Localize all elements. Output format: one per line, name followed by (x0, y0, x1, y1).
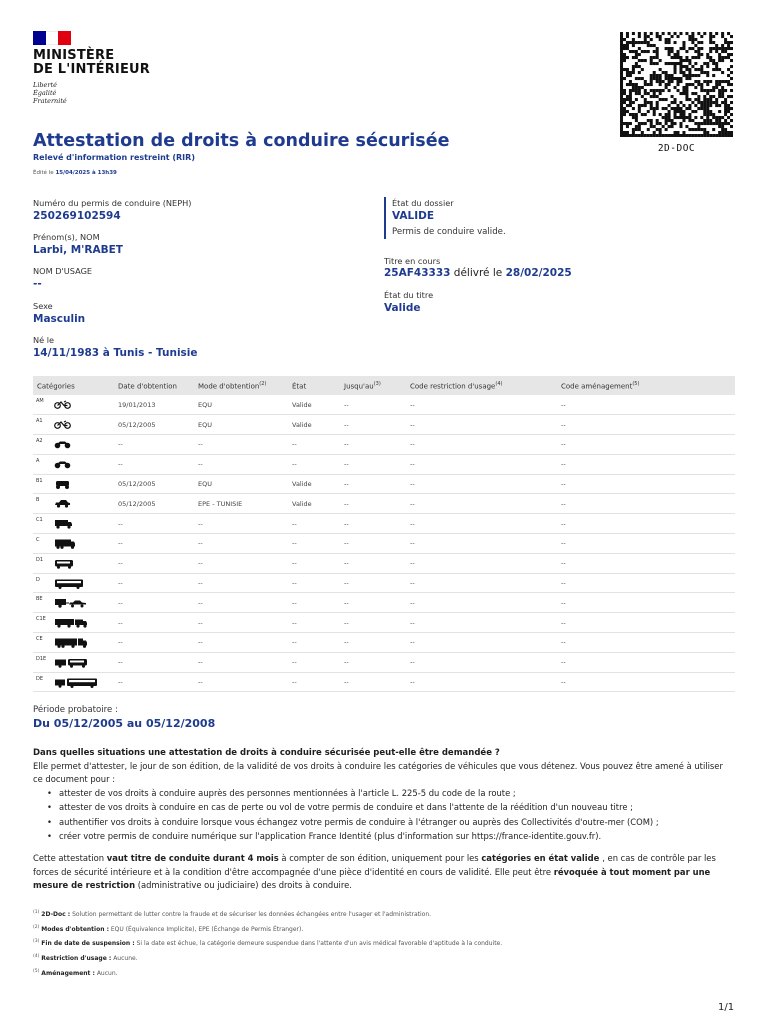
obtention-date-cell: -- (114, 613, 194, 633)
obtention-mode-cell: EQU (194, 395, 288, 415)
list-item: • créer votre permis de conduire numérique sur l'application France Identité (plus d'information sur https://france-identite.gouv.fr). (59, 829, 749, 843)
minibus-icon (54, 559, 74, 571)
table-row (33, 534, 735, 554)
jusqu-cell: -- (340, 672, 406, 692)
table-row (33, 435, 735, 455)
obtention-date-cell: -- (114, 514, 194, 534)
moped-icon (54, 400, 71, 411)
amenagement-cell: -- (557, 435, 735, 455)
jusqu-cell: -- (340, 435, 406, 455)
footnote-2: $^{(2)}$ Modes d'obtention : EQU (Équivalence Implicite), EPE (Échange de Permis Étranger). (33, 925, 304, 933)
category-code: B1 (36, 477, 43, 484)
jusqu-cell: -- (340, 553, 406, 573)
republic-motto (33, 81, 67, 105)
col-jusqu: $Jusqu'au^{(3)}$ (340, 376, 406, 395)
restriction-cell: -- (406, 553, 557, 573)
etat-cell: Valide (288, 415, 340, 435)
birth-label: Né le (33, 335, 55, 345)
list-item: • attester de vos droits à conduire en cas de perte ou vol de votre permis de conduire et dans l'attente de la réédition d'un nouveau titre ; (59, 800, 749, 814)
obtention-mode-cell: -- (194, 573, 288, 593)
restriction-cell: -- (406, 633, 557, 653)
category-code: D1 (36, 556, 44, 563)
table-row (33, 573, 735, 593)
name-value: Larbi, M'RABET (33, 244, 123, 256)
category-code: BE (36, 596, 43, 603)
obtention-mode-cell: -- (194, 454, 288, 474)
marianne-flag-logo (33, 31, 71, 45)
etat-cell: Valide (288, 395, 340, 415)
obtention-date-cell: 05/12/2005 (114, 415, 194, 435)
amenagement-cell: -- (557, 534, 735, 554)
jusqu-cell: -- (340, 494, 406, 514)
title-delivery-date: 28/02/2025 (505, 267, 572, 279)
etat-cell: -- (288, 514, 340, 534)
restriction-cell: -- (406, 435, 557, 455)
jusqu-cell: -- (340, 474, 406, 494)
amenagement-cell: -- (557, 454, 735, 474)
ministry-line-2: DE L'INTÉRIEUR (33, 62, 151, 77)
obtention-mode-cell: -- (194, 633, 288, 653)
col-categories: Catégories (33, 376, 114, 395)
categories-table (33, 376, 735, 692)
category-cell (33, 672, 114, 692)
amenagement-cell: -- (557, 593, 735, 613)
table-row (33, 395, 735, 415)
amenagement-cell: -- (557, 613, 735, 633)
etat-cell: -- (288, 553, 340, 573)
col-amenagement: Code aménagement$^{(5)}$ (557, 376, 735, 395)
amenagement-cell: -- (557, 494, 735, 514)
category-cell (33, 652, 114, 672)
motto-fraternite: Fraternité (33, 97, 67, 105)
obtention-mode-cell: EQU (194, 474, 288, 494)
obtention-mode-cell: -- (194, 652, 288, 672)
obtention-mode-cell: -- (194, 435, 288, 455)
obtention-date-cell: -- (114, 553, 194, 573)
edition-prefix: Édité le (33, 170, 54, 176)
obtention-date-cell: -- (114, 573, 194, 593)
moped-icon (54, 420, 71, 431)
obtention-mode-cell: -- (194, 514, 288, 534)
category-cell (33, 514, 114, 534)
sex-label: Sexe (33, 301, 53, 311)
table-row (33, 652, 735, 672)
light-truck-with-trailer-icon (54, 618, 88, 630)
category-code: A1 (36, 418, 43, 425)
obtention-mode-cell: -- (194, 534, 288, 554)
info-intro: Elle permet d'attester, le jour de son édition, de la validité de vos droits à conduire les catégories de véhicules que vous détenez. Vous pouvez être amené à utiliser ce document pour : (33, 761, 723, 784)
2d-doc-label: 2D-DOC (657, 143, 696, 154)
table-row (33, 415, 735, 435)
col-etat: État (288, 376, 340, 395)
usage-name-label: NOM D'USAGE (33, 266, 93, 276)
table-row (33, 613, 735, 633)
jusqu-cell: -- (340, 613, 406, 633)
category-cell (33, 415, 114, 435)
table-row (33, 553, 735, 573)
obtention-date-cell: -- (114, 652, 194, 672)
restriction-cell: -- (406, 652, 557, 672)
category-code: B (36, 497, 40, 504)
category-cell (33, 534, 114, 554)
restriction-cell: -- (406, 454, 557, 474)
validity-paragraph: Cette attestation vaut titre de conduite durant 4 mois à compter de son édition, uniquement pour les catégories en état valide , en cas de contrôle par les forces de sécurité intérieure et à la condition d'être accompagnée d'une pièce d'identité en cours de validité. Elle peut être révoquée à tout moment par une mesure de restriction (administrative ou judiciaire) des droits à conduire. (33, 853, 716, 890)
light-truck-icon (54, 519, 73, 531)
motto-egalite: Égalité (33, 89, 57, 97)
etat-cell: -- (288, 435, 340, 455)
restriction-cell: -- (406, 573, 557, 593)
category-code: A2 (36, 438, 43, 445)
obtention-mode-cell: -- (194, 613, 288, 633)
obtention-date-cell: -- (114, 633, 194, 653)
category-code: C1E (36, 616, 46, 623)
col-date: Date d'obtention (114, 376, 194, 395)
etat-cell: -- (288, 454, 340, 474)
category-cell (33, 593, 114, 613)
amenagement-cell: -- (557, 553, 735, 573)
obtention-date-cell: 05/12/2005 (114, 474, 194, 494)
category-code: C (36, 537, 40, 544)
obtention-date-cell: 05/12/2005 (114, 494, 194, 514)
jusqu-cell: -- (340, 514, 406, 534)
truck-icon (54, 539, 76, 551)
jusqu-cell: -- (340, 652, 406, 672)
jusqu-cell: -- (340, 395, 406, 415)
page-number: 1/1 (718, 1002, 735, 1013)
category-code: D1E (36, 655, 47, 662)
jusqu-cell: -- (340, 593, 406, 613)
table-header-row (33, 376, 735, 395)
car-icon (54, 499, 71, 510)
info-heading: Dans quelles situations une attestation de droits à conduire sécurisée peut-elle être demandée ? (33, 748, 500, 758)
category-code: AM (36, 398, 44, 404)
document-subtitle: Relevé d'information restreint (RIR) (33, 153, 195, 162)
table-row (33, 633, 735, 653)
usage-name-value: -- (33, 278, 42, 290)
title-number: 25AF43333 (384, 267, 451, 279)
restriction-cell: -- (406, 593, 557, 613)
amenagement-cell: -- (557, 633, 735, 653)
etat-cell: -- (288, 613, 340, 633)
obtention-date-cell: 19/01/2013 (114, 395, 194, 415)
category-cell (33, 613, 114, 633)
footnote-5: $^{(5)}$ Aménagement : Aucun. (33, 969, 118, 977)
category-cell (33, 494, 114, 514)
table-row (33, 514, 735, 534)
amenagement-cell: -- (557, 474, 735, 494)
jusqu-cell: -- (340, 454, 406, 474)
category-cell (33, 573, 114, 593)
restriction-cell: -- (406, 613, 557, 633)
ministry-line-1: MINISTÈRE (33, 48, 115, 63)
obtention-date-cell: -- (114, 672, 194, 692)
ministry-name (33, 49, 150, 77)
category-code: DE (36, 675, 44, 682)
category-code: C1 (36, 517, 43, 524)
title-status-value: Valide (384, 302, 421, 314)
title-delivered-text: délivré le (453, 267, 503, 279)
etat-cell: -- (288, 633, 340, 653)
category-cell (33, 633, 114, 653)
table-row (33, 672, 735, 692)
etat-cell: -- (288, 652, 340, 672)
table-row (33, 494, 735, 514)
dossier-status-label: État du dossier (392, 198, 454, 208)
obtention-mode-cell: -- (194, 553, 288, 573)
dossier-status-value: VALIDE (392, 210, 435, 222)
obtention-date-cell: -- (114, 534, 194, 554)
bus-with-trailer-icon (54, 678, 98, 690)
status-accent-bar (384, 197, 386, 239)
etat-cell: Valide (288, 494, 340, 514)
footnote-3: $^{(3)}$ Fin de date de suspension : Si la date est échue, la catégorie demeure suspendue dans l'attente d'un avis médical favorable d'aptitude à la conduite. (33, 939, 503, 947)
edition-date (33, 170, 117, 176)
edition-datetime: 15/04/2025 à 13h39 (55, 170, 117, 176)
category-cell (33, 553, 114, 573)
sex-value: Masculin (33, 313, 86, 325)
birth-value: 14/11/1983 à Tunis - Tunisie (33, 347, 198, 359)
category-code: D (36, 576, 40, 583)
restriction-cell: -- (406, 514, 557, 534)
obtention-date-cell: -- (114, 435, 194, 455)
current-title-value (384, 267, 572, 279)
obtention-mode-cell: EQU (194, 415, 288, 435)
jusqu-cell: -- (340, 534, 406, 554)
document-title: Attestation de droits à conduire sécurisée (33, 131, 450, 151)
etat-cell: Valide (288, 474, 340, 494)
neph-label: Numéro du permis de conduire (NEPH) (33, 198, 192, 208)
obtention-mode-cell: -- (194, 672, 288, 692)
amenagement-cell: -- (557, 573, 735, 593)
motto-liberte: Liberté (33, 81, 57, 89)
list-item: • attester de vos droits à conduire auprès des personnes mentionnées à l'article L. 225-5 du code de la route ; (59, 786, 749, 800)
dossier-status-description: Permis de conduire valide. (392, 227, 506, 237)
restriction-cell: -- (406, 415, 557, 435)
obtention-mode-cell: -- (194, 593, 288, 613)
2d-doc-barcode (620, 32, 733, 137)
name-label: Prénom(s), NOM (33, 232, 100, 242)
restriction-cell: -- (406, 672, 557, 692)
usage-list (59, 786, 749, 843)
neph-value: 250269102594 (33, 210, 121, 222)
footnote-1: $^{(1)}$ 2D-Doc : Solution permettant de lutter contre la fraude et de sécuriser les données échangées entre l'usager et l'administration. (33, 910, 432, 918)
truck-with-trailer-icon (54, 638, 88, 650)
table-row (33, 593, 735, 613)
category-code: A (36, 457, 40, 464)
amenagement-cell: -- (557, 514, 735, 534)
restriction-cell: -- (406, 395, 557, 415)
amenagement-cell: -- (557, 672, 735, 692)
amenagement-cell: -- (557, 395, 735, 415)
category-cell (33, 474, 114, 494)
obtention-date-cell: -- (114, 593, 194, 613)
jusqu-cell: -- (340, 573, 406, 593)
list-item: • authentifier vos droits à conduire lorsque vous échangez votre permis de conduire à l'étranger ou auprès des Collectivités d'outre-mer (COM) ; (59, 815, 749, 829)
etat-cell: -- (288, 573, 340, 593)
etat-cell: -- (288, 672, 340, 692)
jusqu-cell: -- (340, 415, 406, 435)
category-cell (33, 435, 114, 455)
amenagement-cell: -- (557, 652, 735, 672)
quadricycle-icon (54, 480, 71, 491)
minibus-with-trailer-icon (54, 658, 88, 670)
col-restriction: Code restriction d'usage$^{(4)}$ (406, 376, 557, 395)
footnote-4: $^{(4)}$ Restriction d'usage : Aucune. (33, 954, 138, 962)
motorcycle-icon (54, 440, 71, 451)
category-code: CE (36, 636, 43, 643)
jusqu-cell: -- (340, 633, 406, 653)
obtention-date-cell: -- (114, 454, 194, 474)
table-row (33, 454, 735, 474)
restriction-cell: -- (406, 494, 557, 514)
etat-cell: -- (288, 593, 340, 613)
restriction-cell: -- (406, 534, 557, 554)
title-status-label: État du titre (384, 290, 434, 300)
motorcycle-icon (54, 460, 71, 471)
amenagement-cell: -- (557, 415, 735, 435)
bus-icon (54, 579, 84, 591)
current-title-label: Titre en cours (384, 256, 441, 266)
car-with-trailer-icon (54, 598, 88, 610)
category-cell (33, 454, 114, 474)
col-mode: Mode d'obtention$^{(2)}$ (194, 376, 288, 395)
category-cell (33, 395, 114, 415)
probation-value: Du 05/12/2005 au 05/12/2008 (33, 717, 216, 730)
restriction-cell: -- (406, 474, 557, 494)
obtention-mode-cell: EPE - TUNISIE (194, 494, 288, 514)
probation-label: Période probatoire : (33, 705, 118, 715)
table-row (33, 474, 735, 494)
etat-cell: -- (288, 534, 340, 554)
